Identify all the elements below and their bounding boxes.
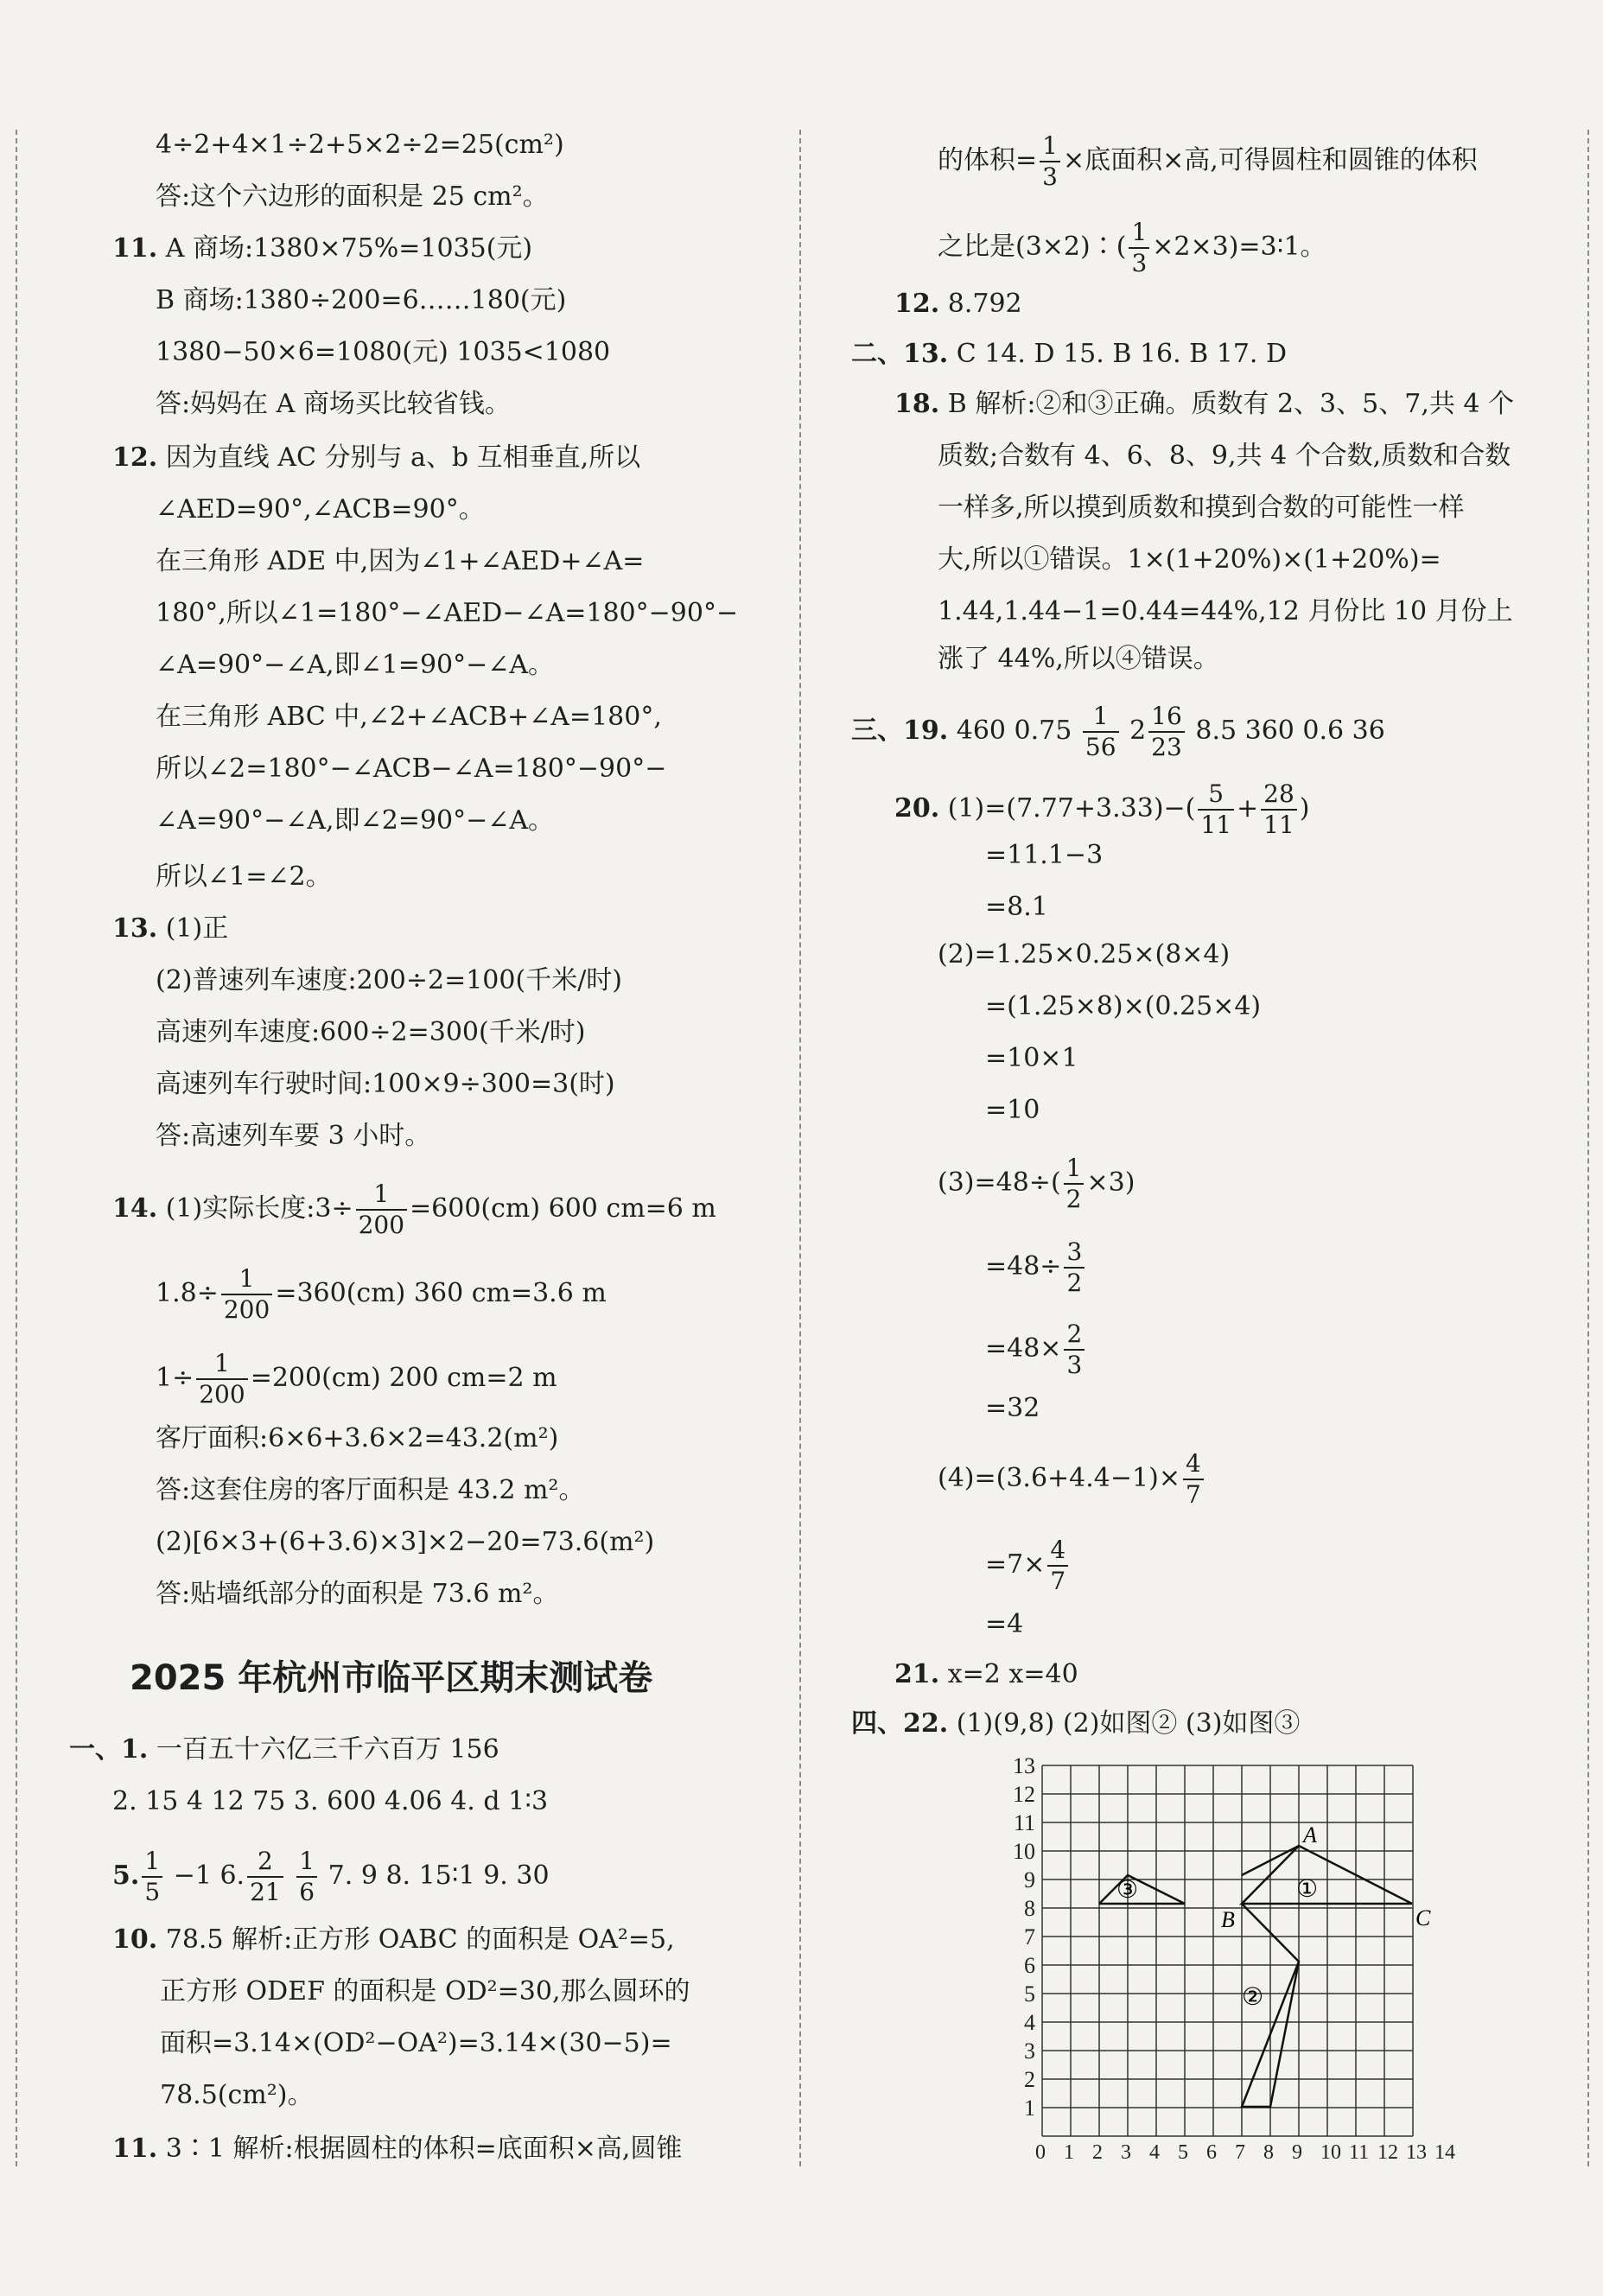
question-number: 11.: [112, 233, 158, 264]
text-line: 涨了 44%,所以④错误。: [938, 644, 1219, 674]
fraction: $\frac{1}{3}$: [1040, 134, 1060, 189]
x-tick-label: 3: [1121, 2141, 1131, 2160]
text-line: (2)[6×3+(6+3.6)×3]×2−20=73.6(m²): [156, 1527, 655, 1557]
text-line: 面积=3.14×(OD²−OA²)=3.14×(30−5)=: [160, 2028, 672, 2058]
text-line: 答:高速列车要 3 小时。: [156, 1121, 431, 1151]
text-line: 在三角形 ABC 中,∠2+∠ACB+∠A=180°,: [156, 702, 662, 732]
text-line: 所以∠2=180°−∠ACB−∠A=180°−90°−: [156, 754, 667, 784]
y-tick-label: 12: [1013, 1782, 1035, 1807]
text-line: (3)=48÷( $\frac{1}{2}$ ×3): [938, 1154, 1135, 1213]
right-edge-divider: [1587, 130, 1589, 2166]
fraction: $\frac{4}{7}$: [1183, 1452, 1204, 1507]
text-line: ∠A=90°−∠A,即∠1=90°−∠A。: [156, 650, 555, 680]
text: (1)实际长度:3÷: [165, 1193, 353, 1224]
y-tick-label: 1: [1024, 2096, 1035, 2121]
text-line: 1.44,1.44−1=0.44=44%,12 月份比 10 月份上: [938, 596, 1513, 626]
question-12: [112, 441, 640, 475]
question-14: [112, 1182, 716, 1237]
x-tick-label: 11: [1349, 2141, 1370, 2160]
x-tick-label: 13: [1406, 2141, 1427, 2160]
text-line: 的体积= $\frac{1}{3}$ ×底面积×高,可得圆柱和圆锥的体积: [938, 131, 1478, 191]
text-line: 5. $\frac{1}{5}$ −1 6. $\frac{2}{21}$ $\frac{1}{6}$ 7. 9 8. 15∶1 9. 30: [112, 1847, 550, 1906]
y-tick-label: 9: [1024, 1867, 1035, 1892]
fraction: $\frac{4}{7}$: [1047, 1538, 1068, 1593]
text-line: =4: [985, 1609, 1024, 1639]
question-number: 12.: [112, 442, 158, 473]
text-line: =32: [985, 1393, 1040, 1423]
fraction: $\frac{3}{2}$: [1064, 1240, 1085, 1295]
fraction: $\frac{1}{5}$: [142, 1849, 162, 1905]
text-line: 高速列车行驶时间:100×9÷300=3(时): [156, 1069, 615, 1099]
text-line: =11.1−3: [985, 840, 1104, 870]
x-tick-label: 6: [1206, 2141, 1217, 2160]
center-divider: [799, 130, 801, 2166]
question-number: 14.: [112, 1193, 158, 1224]
question-10: 10. 78.5 解析:正方形 OABC 的面积是 OA²=5,: [112, 1924, 675, 1955]
text-line: 2. 15 4 12 75 3. 600 4.06 4. d 1∶3: [112, 1786, 549, 1816]
y-tick-label: 13: [1013, 1754, 1035, 1778]
text-line: 1380−50×6=1080(元) 1035<1080: [156, 337, 611, 367]
text-line: (2)普速列车速度:200÷2=100(千米/时): [156, 965, 622, 995]
text-line: =10×1: [985, 1043, 1078, 1073]
y-tick-label: 10: [1013, 1839, 1035, 1864]
text-line: 所以∠1=∠2。: [156, 862, 332, 892]
question-18: 18. B 解析:②和③正确。质数有 2、3、5、7,共 4 个: [894, 389, 1515, 419]
y-tick-label: 5: [1024, 1981, 1035, 2007]
x-tick-label: 4: [1149, 2141, 1160, 2160]
grid-svg: [985, 1754, 1469, 2160]
section-title: 2025 年杭州市临平区期末测试卷: [130, 1658, 653, 1698]
x-tick-label: 1: [1064, 2141, 1074, 2160]
fraction: $\frac{2}{21}$: [247, 1849, 283, 1905]
question-12: 12. 8.792: [894, 289, 1022, 319]
text-line: 4÷2+4×1÷2+5×2÷2=25(cm²): [156, 130, 564, 160]
x-tick-label: 10: [1320, 2141, 1341, 2160]
x-tick-label: 2: [1092, 2141, 1103, 2160]
question-number: 13.: [112, 913, 158, 944]
mark-3: ③: [1116, 1875, 1139, 1904]
y-tick-label: 2: [1024, 2067, 1035, 2092]
text-line: 质数;合数有 4、6、8、9,共 4 个合数,质数和合数: [938, 441, 1511, 471]
text-line: 答:妈妈在 A 商场买比较省钱。: [156, 389, 511, 419]
text: A 商场:1380×75%=1035(元): [165, 233, 533, 264]
coordinate-grid: [985, 1754, 1469, 2164]
text-line: 一样多,所以摸到质数和摸到合数的可能性一样: [938, 493, 1465, 523]
y-tick-label: 7: [1024, 1924, 1035, 1949]
text-line: 答:贴墙纸部分的面积是 73.6 m²。: [156, 1579, 559, 1609]
text-line: 180°,所以∠1=180°−∠AED−∠A=180°−90°−: [156, 598, 739, 628]
part-1: 一、1. 一百五十六亿三千六百万 156: [69, 1734, 499, 1765]
fraction: $\frac{1}{200}$: [356, 1182, 407, 1237]
fraction: $\frac{5}{11}$: [1198, 782, 1234, 837]
text-line: 答:这个六边形的面积是 25 cm²。: [156, 181, 549, 212]
question-21: 21. x=2 x=40: [894, 1659, 1078, 1689]
text-line: =48× $\frac{2}{3}$: [985, 1322, 1087, 1377]
text-line: B 商场:1380÷200=6……180(元): [156, 285, 567, 315]
text-line: 1÷ $\frac{1}{200}$ =200(cm) 200 cm=2 m: [156, 1349, 557, 1409]
text-line: =10: [985, 1095, 1040, 1125]
text-line: 客厅面积:6×6+3.6×2=43.2(m²): [156, 1423, 559, 1453]
text-line: (4)=(3.6+4.4−1)× $\frac{4}{7}$: [938, 1452, 1206, 1507]
text-line: 之比是(3×2)∶( $\frac{1}{3}$ ×2×3)=3∶1。: [938, 218, 1326, 277]
question-13: [112, 912, 228, 946]
x-tick-label: 7: [1235, 2141, 1245, 2160]
point-b-label: B: [1221, 1907, 1235, 1932]
fraction: $\frac{1}{2}$: [1064, 1156, 1085, 1212]
x-tick-label: 9: [1292, 2141, 1302, 2160]
part-4: 四、22. (1)(9,8) (2)如图② (3)如图③: [851, 1708, 1301, 1739]
text-line: 答:这套住房的客厅面积是 43.2 m²。: [156, 1475, 585, 1505]
fraction: $\frac{1}{3}$: [1129, 220, 1149, 276]
y-tick-label: 3: [1024, 2038, 1035, 2064]
text-line: =48÷ $\frac{3}{2}$: [985, 1240, 1087, 1295]
fraction: $\frac{28}{11}$: [1261, 782, 1297, 837]
text-line: =8.1: [985, 892, 1048, 922]
section-number: 一、1.: [69, 1734, 149, 1765]
text-line: 1.8÷ $\frac{1}{200}$ =360(cm) 360 cm=3.6 m: [156, 1264, 607, 1324]
fraction: $\frac{2}{3}$: [1064, 1322, 1085, 1377]
text-line: 78.5(cm²)。: [160, 2080, 314, 2110]
text-line: ∠A=90°−∠A,即∠2=90°−∠A。: [156, 805, 555, 836]
text: (1)正: [165, 913, 229, 944]
part-3: 三、19. 460 0.75 $\frac{1}{56}$ 2 $\frac{16}{23}$ 8.5 360 0.6 36: [851, 702, 1385, 761]
point-a-label: A: [1303, 1822, 1317, 1848]
text: 因为直线 AC 分别与 a、b 互相垂直,所以: [165, 442, 641, 473]
y-tick-label: 8: [1024, 1896, 1035, 1921]
question-20: 20. (1)=(7.77+3.33)−( $\frac{5}{11}$ + $\frac{28}{11}$ ): [894, 779, 1310, 839]
text-line: =(1.25×8)×(0.25×4): [985, 991, 1262, 1021]
y-tick-label: 4: [1024, 2010, 1035, 2035]
fraction: $\frac{1}{200}$: [196, 1352, 247, 1407]
fraction: $\frac{1}{200}$: [221, 1267, 272, 1322]
x-tick-label: 8: [1263, 2141, 1274, 2160]
text-line: 大,所以①错误。1×(1+20%)×(1+20%)=: [938, 544, 1441, 575]
mark-1: ①: [1296, 1874, 1319, 1903]
text-line: (2)=1.25×0.25×(8×4): [938, 939, 1231, 970]
x-tick-label: 14: [1434, 2141, 1455, 2160]
x-tick-label: 12: [1377, 2141, 1398, 2160]
x-tick-label: 5: [1178, 2141, 1188, 2160]
text-line: =7× $\frac{4}{7}$: [985, 1538, 1071, 1593]
x-tick-label: 0: [1035, 2141, 1046, 2160]
y-tick-label: 11: [1013, 1810, 1035, 1835]
fraction: $\frac{1}{56}$: [1083, 704, 1119, 760]
question-11: [112, 232, 532, 266]
fraction: $\frac{16}{23}$: [1148, 704, 1185, 760]
part-2: 二、13. C 14. D 15. B 16. B 17. D: [851, 339, 1288, 369]
text-line: 高速列车速度:600÷2=300(千米/时): [156, 1017, 586, 1047]
question-11b: 11. 3∶1 解析:根据圆柱的体积=底面积×高,圆锥: [112, 2134, 683, 2164]
left-edge-divider: [16, 130, 17, 2166]
text-line: 在三角形 ADE 中,因为∠1+∠AED+∠A=: [156, 546, 645, 576]
text: =600(cm) 600 cm=6 m: [410, 1193, 716, 1224]
point-c-label: C: [1415, 1905, 1431, 1930]
text-line: 正方形 ODEF 的面积是 OD²=30,那么圆环的: [160, 1976, 690, 2007]
fraction: $\frac{1}{6}$: [296, 1849, 317, 1905]
y-tick-label: 6: [1024, 1953, 1035, 1978]
text-line: ∠AED=90°,∠ACB=90°。: [156, 494, 485, 525]
mark-2: ②: [1242, 1982, 1264, 2011]
